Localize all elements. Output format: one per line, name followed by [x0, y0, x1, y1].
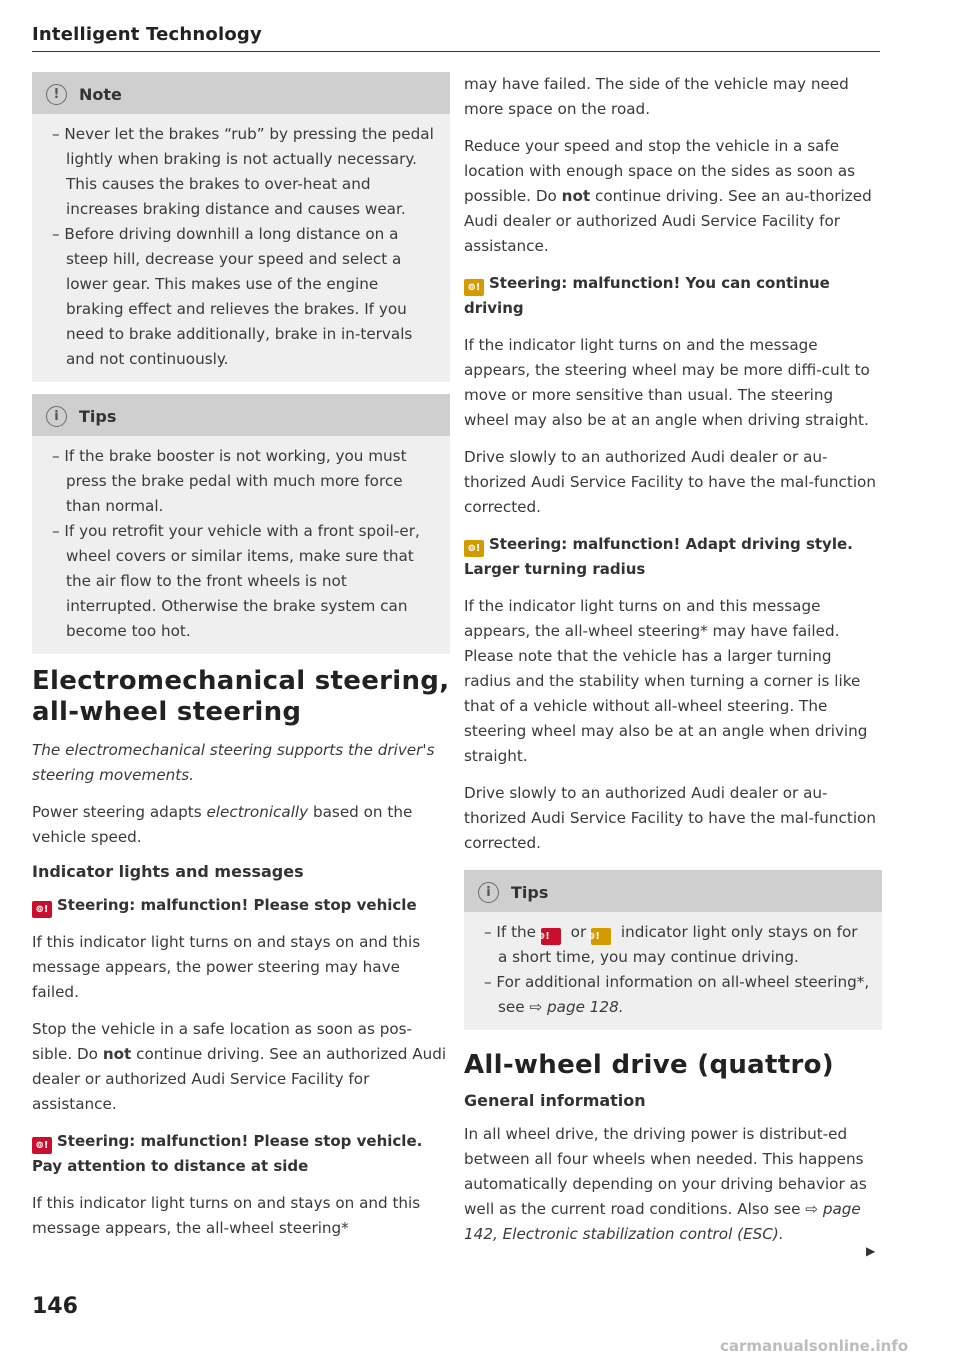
tips-box — [32, 394, 450, 654]
message-steering-stop: ⊚! Steering: malfunction! Please stop vehicle — [32, 893, 450, 918]
paragraph: Drive slowly to an authorized Audi dealer or au-thorized Audi Service Facility to have the mal-function corrected. — [464, 448, 876, 516]
paragraph: In all wheel drive, the driving power is distribut-ed between all four wheels when needed. This happens automatically depending on your driving behavior as well as the current road conditions. Also see ⇨ page 142, Electronic stabilization control (ESC). — [464, 1125, 867, 1243]
power-steering-paragraph: Power steering adapts electronically based on the vehicle speed. — [32, 803, 413, 846]
left-column — [32, 72, 450, 1253]
tips-box-body — [464, 912, 882, 1030]
tips-item: – For additional information on all-wheel steering*, see ⇨ page 128. — [484, 973, 870, 1016]
tips-box-body — [32, 436, 450, 654]
header-title: Intelligent Technology — [32, 24, 262, 45]
tips-box-header — [32, 394, 450, 436]
note-item: – Never let the brakes “rub” by pressing the pedal lightly when braking is not actually necessary. This causes the brakes to over-heat and increases braking distance and causes wear. — [52, 125, 434, 218]
subhead-indicator-lights: Indicator lights and messages — [32, 862, 304, 881]
section-title-awd: All-wheel drive (quattro) — [464, 1050, 834, 1080]
paragraph: If the indicator light turns on and this message appears, the all-wheel steering* may have failed. Please note that the vehicle has a larger turning radius and the stability when turning a corner is like that of a vehicle without all-wheel steering. The steering wheel may also be at an angle when driving straight. — [464, 597, 868, 765]
tips-item: – If the ⊚! or ⊚! indicator light only stays on for a short time, you may continue driving. — [484, 923, 858, 966]
paragraph: If this indicator light turns on and stays on and this message appears, the all-wheel steering* — [32, 1194, 421, 1237]
right-column — [464, 72, 882, 1259]
steering-warning-yellow-icon: ⊚! — [464, 540, 484, 557]
tips-box-right — [464, 870, 882, 1030]
page-number: 146 — [32, 1294, 78, 1319]
note-item: – Before driving downhill a long distance on a steep hill, decrease your speed and select a lower gear. This makes use of the engine braking effect and relieves the brakes. If you need to brake additionally, brake in in-tervals and not continuously. — [52, 225, 413, 368]
footer-watermark: carmanualsonline.info — [720, 1337, 909, 1355]
paragraph: may have failed. The side of the vehicle may need more space on the road. — [464, 75, 849, 118]
paragraph: If this indicator light turns on and stays on and this message appears, the power steering may have failed. — [32, 933, 421, 1001]
paragraph: Drive slowly to an authorized Audi dealer or au-thorized Audi Service Facility to have the mal-function corrected. — [464, 784, 876, 852]
steering-warning-red-icon: ⊚! — [32, 1137, 52, 1154]
paragraph: Stop the vehicle in a safe location as soon as pos-sible. Do not continue driving. See an authorized Audi dealer or authorized Audi Service Facility for assistance. — [32, 1020, 447, 1113]
tips-title: Tips — [511, 883, 549, 902]
message-steering-adapt: ⊚! Steering: malfunction! Adapt driving style. Larger turning radius — [464, 535, 853, 578]
message-steering-stop-distance: ⊚! Steering: malfunction! Please stop vehicle. Pay attention to distance at side — [32, 1132, 423, 1175]
info-circle-icon: i — [46, 406, 67, 427]
tips-box-header — [464, 870, 882, 912]
tips-item: – If you retrofit your vehicle with a front spoil-er, wheel covers or similar items, make sure that the air flow to the front wheels is not interrupted. Otherwise the brake system can become too hot. — [52, 522, 420, 640]
section-intro: The electromechanical steering supports the driver's steering movements. — [32, 741, 435, 784]
note-box — [32, 72, 450, 382]
tips-item: – If the brake booster is not working, you must press the brake pedal with much more force than normal. — [52, 447, 407, 515]
paragraph: If the indicator light turns on and the message appears, the steering wheel may be more diffi-cult to move or more sensitive than usual. The steering wheel may also be at an angle when driving straight. — [464, 336, 870, 429]
page-header — [32, 24, 880, 45]
exclamation-circle-icon: ! — [46, 84, 67, 105]
continue-arrow-icon: ▶ — [866, 1244, 876, 1258]
info-circle-icon: i — [478, 882, 499, 903]
subhead-general-information: General information — [464, 1091, 646, 1110]
steering-warning-red-icon: ⊚! — [541, 928, 561, 945]
steering-warning-yellow-icon: ⊚! — [591, 928, 611, 945]
note-box-header — [32, 72, 450, 114]
steering-warning-red-icon: ⊚! — [32, 901, 52, 918]
section-title-steering: Electromechanical steering, all-wheel steering — [32, 666, 450, 727]
note-title: Note — [79, 85, 122, 104]
tips-title: Tips — [79, 407, 117, 426]
page-link[interactable]: ⇨ page 142, Electronic stabilization control (ESC). — [464, 1200, 861, 1243]
note-box-body — [32, 114, 450, 382]
message-steering-continue: ⊚! Steering: malfunction! You can continue driving — [464, 274, 830, 317]
header-rule — [32, 51, 880, 52]
paragraph: Reduce your speed and stop the vehicle in a safe location with enough space on the sides as soon as possible. Do not continue driving. See an au-thorized Audi dealer or authorized Audi Service Facility for assistance. — [464, 137, 872, 255]
page-link[interactable]: ⇨ page 128. — [529, 998, 624, 1016]
steering-warning-yellow-icon: ⊚! — [464, 279, 484, 296]
